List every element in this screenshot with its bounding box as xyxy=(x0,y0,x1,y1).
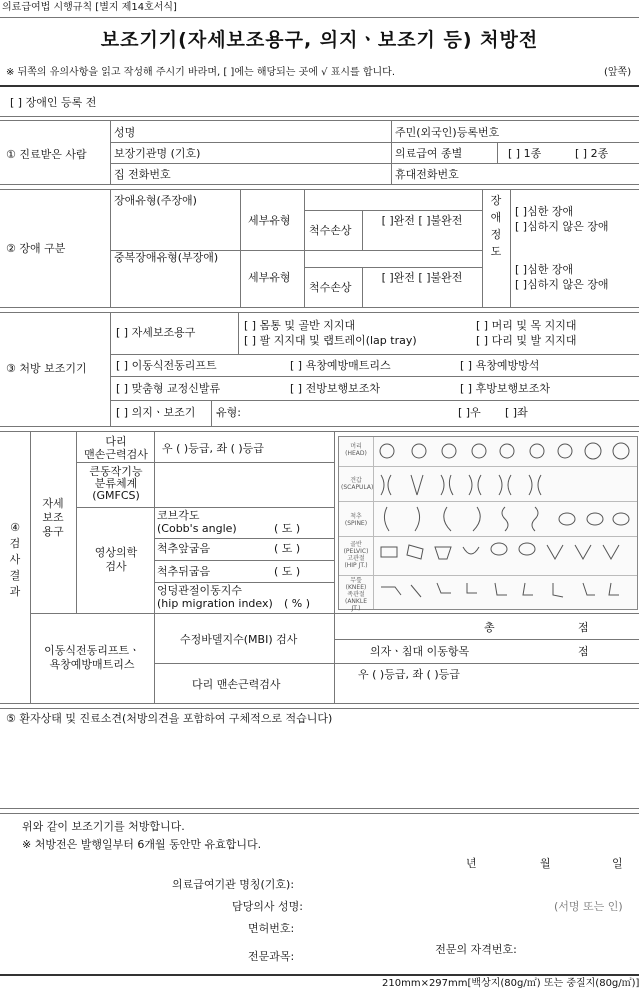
degree-label: 장애정도 xyxy=(490,194,502,258)
divider xyxy=(391,120,392,184)
class2-checkbox[interactable]: [ ] 2종 xyxy=(575,147,609,160)
divider xyxy=(0,120,639,121)
figure-label-pelvic: 골반 (PELVIC) 고관절 (HIP JT.) xyxy=(343,541,369,569)
head-neck-checkbox[interactable]: [ ] 머리 및 목 지지대 xyxy=(476,319,577,332)
section1-label: ① 진료받은 사람 xyxy=(6,148,87,161)
reg-no-field[interactable]: 주민(외국인)등록번호 xyxy=(395,126,500,139)
divider xyxy=(0,708,639,709)
leg-muscle-label: 다리 맨손근력검사 xyxy=(192,678,281,691)
divider xyxy=(0,703,639,704)
divider xyxy=(0,307,639,308)
severe2-checkbox[interactable]: [ ]심한 장애 xyxy=(515,263,574,276)
notsevere2-checkbox[interactable]: [ ]심하지 않은 장애 xyxy=(515,278,609,291)
divider xyxy=(304,267,482,268)
lift-group-label: 이동식전동리프트ㆍ 욕창예방매트리스 xyxy=(44,644,140,671)
knee-figures xyxy=(381,583,619,597)
validity-notice: ※ 처방전은 발행일부터 6개월 동안만 유효합니다. xyxy=(22,838,262,851)
paper-spec: 210mm×297mm[백상지(80g/㎡) 또는 중질지(80g/㎡)] xyxy=(382,978,639,989)
imaging-label: 영상의학 검사 xyxy=(94,546,138,573)
spinal1-label: 척수손상 xyxy=(309,224,352,237)
leg-muscle-value[interactable]: 우 ( )등급, 좌 ( )등급 xyxy=(358,668,460,681)
posture-group-label: 자세 보조 용구 xyxy=(42,497,64,538)
cobb-label: 코브각도 (Cobb's angle) xyxy=(157,509,237,535)
spinal2-label: 척수손상 xyxy=(309,281,352,294)
divider xyxy=(0,189,639,190)
section2-label: ② 장애 구분 xyxy=(6,242,66,255)
section5-label: ⑤ 환자상태 및 진료소견(처방의견을 포함하여 구체적으로 적습니다) xyxy=(6,712,333,725)
divider xyxy=(110,142,639,143)
lift-checkbox[interactable]: [ ] 이동식전동리프트 xyxy=(116,359,217,372)
pre-registration-checkbox[interactable]: [ ] 장애인 등록 전 xyxy=(10,96,97,109)
divider xyxy=(110,400,639,401)
kyphosis-value[interactable]: ( 도 ) xyxy=(274,542,301,555)
divider xyxy=(76,431,77,613)
cushion-checkbox[interactable]: [ ] 욕창예방방석 xyxy=(460,359,540,372)
shoes-checkbox[interactable]: [ ] 맞춤형 교정신발류 xyxy=(116,382,221,395)
mobile-field[interactable]: 휴대전화번호 xyxy=(395,168,459,181)
top-border xyxy=(0,85,639,87)
notsevere1-checkbox[interactable]: [ ]심하지 않은 장애 xyxy=(515,220,609,233)
divider xyxy=(0,116,639,117)
left-checkbox[interactable]: [ ]좌 xyxy=(505,406,528,419)
kyphosis-label: 척추앞굽음 xyxy=(157,542,211,555)
total-label: 총 xyxy=(484,621,495,634)
name-field[interactable]: 성명 xyxy=(114,126,136,139)
section3-label: ③ 처방 보조기기 xyxy=(6,362,87,375)
divider xyxy=(76,507,334,508)
figure-label-knee: 무릎 (KNEE) 족관절 (ANKLE JT.) xyxy=(344,577,367,612)
divider xyxy=(154,560,334,561)
divider xyxy=(154,538,334,539)
spine-figures xyxy=(384,507,629,531)
cobb-value[interactable]: ( 도 ) xyxy=(274,522,301,535)
figure-label-spine: 척추 (SPINE) xyxy=(344,513,368,527)
prescribe-statement: 위와 같이 보조기기를 처방합니다. xyxy=(22,820,185,833)
divider xyxy=(334,639,639,640)
divider xyxy=(240,189,241,307)
day-label[interactable]: 일 xyxy=(612,857,623,870)
arm-lap-checkbox[interactable]: [ ] 팔 지지대 및 랩트레이(lap tray) xyxy=(244,334,417,347)
bottom-border xyxy=(0,974,639,976)
specialty-field[interactable]: 전문과목: xyxy=(248,950,295,963)
section4-label: ④ 검 사 결 과 xyxy=(9,521,21,598)
notice-text: ※ 뒤쪽의 유의사항을 읽고 작성해 주시기 바라며, [ ]에는 해당되는 곳에 √ 표시를 합니다. xyxy=(6,67,396,78)
divider xyxy=(110,376,639,377)
divider xyxy=(110,163,639,164)
hip-value[interactable]: ( % ) xyxy=(284,597,311,610)
divider xyxy=(30,613,639,614)
divider xyxy=(482,189,483,307)
divider xyxy=(304,189,305,307)
divider xyxy=(510,189,511,307)
qualification-field[interactable]: 전문의 자격번호: xyxy=(435,943,517,956)
divider xyxy=(0,431,639,432)
year-label[interactable]: 년 xyxy=(466,857,477,870)
figure-label-head: 머리 (HEAD) xyxy=(345,443,367,457)
head-figures xyxy=(380,443,629,459)
pelvic-figures xyxy=(381,543,619,559)
divider xyxy=(497,142,498,163)
class1-checkbox[interactable]: [ ] 1종 xyxy=(508,147,542,160)
gmfcs-label: 큰동작기능 분류체계 (GMFCS) xyxy=(89,465,143,502)
divider xyxy=(238,312,239,354)
divider xyxy=(110,354,639,355)
right-checkbox[interactable]: [ ]우 xyxy=(458,406,481,419)
page-side: (앞쪽) xyxy=(604,67,632,78)
divider xyxy=(0,813,639,814)
form-title: 보조기기(자세보조용구, 의지ㆍ보조기 등) 처방전 xyxy=(100,29,539,51)
divider xyxy=(110,189,111,307)
posture-figure-chart xyxy=(338,436,638,610)
clinical-notes-area[interactable] xyxy=(4,730,634,806)
scapula-figures xyxy=(381,475,541,495)
body-pelvis-checkbox[interactable]: [ ] 몸통 및 골반 지지대 xyxy=(244,319,356,332)
mbi-label: 수정바델지수(MBI) 검사 xyxy=(180,633,298,646)
lordosis-value[interactable]: ( 도 ) xyxy=(274,565,301,578)
divider xyxy=(362,210,363,250)
divider xyxy=(30,431,31,703)
mattress-checkbox[interactable]: [ ] 욕창예방매트리스 xyxy=(290,359,391,372)
divider xyxy=(211,400,212,426)
law-reference: 의료급여법 시행규칙 [별지 제14호서식] xyxy=(2,2,177,13)
manual-muscle-label: 다리 맨손근력검사 xyxy=(84,435,148,461)
hip-label: 엉덩관절이동지수 (hip migration index) xyxy=(157,584,273,610)
detail1-label: 세부유형 xyxy=(248,214,291,227)
divider xyxy=(154,582,334,583)
signature-field[interactable]: (서명 또는 인) xyxy=(554,900,623,913)
type-field[interactable]: 유형: xyxy=(216,406,241,419)
leg-foot-checkbox[interactable]: [ ] 다리 및 발 지지대 xyxy=(476,334,577,347)
institution-field[interactable]: 보장기관명 (기호) xyxy=(114,147,201,160)
transfer-points[interactable]: 점 xyxy=(578,645,589,658)
divider xyxy=(76,462,334,463)
figure-label-scapula: 견갑 (SCAPULA) xyxy=(341,477,374,491)
home-phone-field[interactable]: 집 전화번호 xyxy=(114,168,171,181)
institution-name-field[interactable]: 의료급여기관 명칭(기호): xyxy=(172,878,295,891)
divider xyxy=(0,312,639,313)
complete2-checkbox[interactable]: [ ]완전 [ ]불완전 xyxy=(381,271,463,284)
header-rule xyxy=(0,17,639,18)
doctor-name-field[interactable]: 담당의사 성명: xyxy=(232,900,303,913)
divider xyxy=(110,120,111,184)
anterior-walker-checkbox[interactable]: [ ] 전방보행보조차 xyxy=(290,382,380,395)
divider xyxy=(0,426,639,427)
divider xyxy=(0,808,639,809)
divider xyxy=(362,267,363,307)
total-points[interactable]: 점 xyxy=(578,621,589,634)
divider xyxy=(0,184,639,185)
divider xyxy=(154,663,639,664)
prosthesis-checkbox[interactable]: [ ] 의지ㆍ보조기 xyxy=(116,406,196,419)
month-label[interactable]: 월 xyxy=(540,857,551,870)
manual-muscle-value[interactable]: 우 ( )등급, 좌 ( )등급 xyxy=(162,442,264,455)
main-type-field[interactable]: 장애유형(주장애) xyxy=(114,194,197,207)
severe1-checkbox[interactable]: [ ]심한 장애 xyxy=(515,205,574,218)
divider xyxy=(110,312,111,426)
detail2-label: 세부유형 xyxy=(248,271,291,284)
posterior-walker-checkbox[interactable]: [ ] 후방보행보조차 xyxy=(460,382,550,395)
complete1-checkbox[interactable]: [ ]완전 [ ]불완전 xyxy=(381,214,463,227)
posture-aid-checkbox[interactable]: [ ] 자세보조용구 xyxy=(116,326,196,339)
sub-type-field[interactable]: 중복장애유형(부장애) xyxy=(114,251,219,264)
divider xyxy=(304,210,482,211)
posture-figures-svg xyxy=(339,437,637,609)
license-field[interactable]: 면허번호: xyxy=(248,922,295,935)
lordosis-label: 척추뒤굽음 xyxy=(157,565,211,578)
transfer-label: 의자ㆍ침대 이동항목 xyxy=(370,645,470,658)
benefit-type-label: 의료급여 종별 xyxy=(395,147,463,160)
